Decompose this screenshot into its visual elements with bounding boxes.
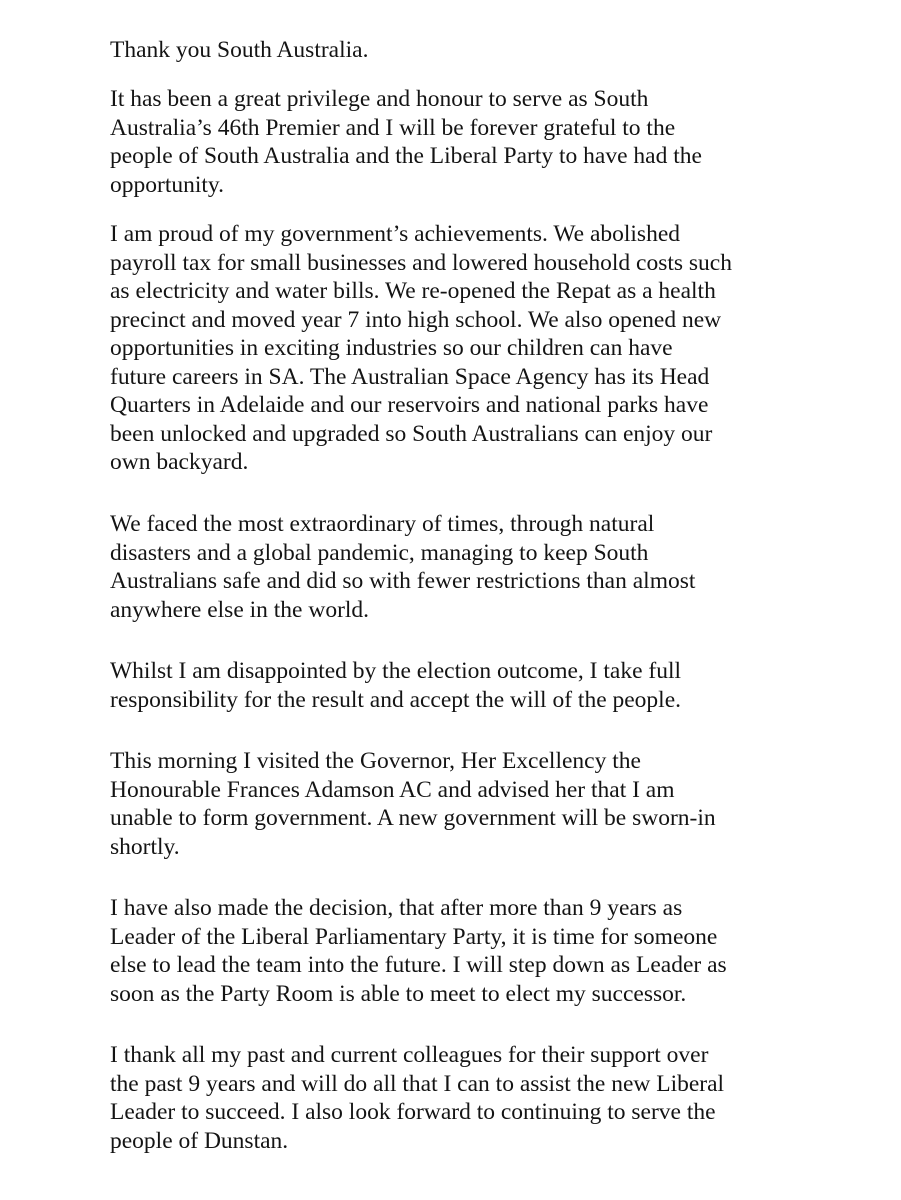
paragraph-2-line-7: Quarters in Adelaide and our reservoirs and national parks have xyxy=(110,392,709,418)
salutation: Thank you South Australia. xyxy=(110,37,369,63)
paragraph-5-line-2: Honourable Frances Adamson AC and advised her that I am xyxy=(110,777,675,803)
paragraph-3-line-4: anywhere else in the world. xyxy=(110,597,370,623)
paragraph-6-line-4: soon as the Party Room is able to meet to elect my successor. xyxy=(110,981,687,1007)
paragraph-7-line-1: I thank all my past and current colleagues for their support over xyxy=(110,1042,709,1068)
paragraph-2-line-6: future careers in SA. The Australian Space Agency has its Head xyxy=(110,364,710,390)
paragraph-4-line-2: responsibility for the result and accept the will of the people. xyxy=(110,687,682,713)
paragraph-1-line-4: opportunity. xyxy=(110,172,225,198)
paragraph-3-line-2: disasters and a global pandemic, managing to keep South xyxy=(110,540,649,566)
paragraph-5-line-1: This morning I visited the Governor, Her Excellency the xyxy=(110,748,641,774)
paragraph-6-line-1: I have also made the decision, that after more than 9 years as xyxy=(110,895,683,921)
paragraph-7-line-4: people of Dunstan. xyxy=(110,1128,289,1154)
paragraph-5-line-4: shortly. xyxy=(110,834,180,860)
paragraph-2-line-2: payroll tax for small businesses and lowered household costs such xyxy=(110,250,732,276)
paragraph-7-line-2: the past 9 years and will do all that I can to assist the new Liberal xyxy=(110,1071,725,1097)
paragraph-3-line-1: We faced the most extraordinary of times, through natural xyxy=(110,511,655,537)
paragraph-2-line-8: been unlocked and upgraded so South Australians can enjoy our xyxy=(110,421,713,447)
paragraph-4-line-1: Whilst I am disappointed by the election outcome, I take full xyxy=(110,658,682,684)
paragraph-1-line-2: Australia’s 46th Premier and I will be forever grateful to the xyxy=(110,115,676,141)
paragraph-1-line-3: people of South Australia and the Liberal Party to have had the xyxy=(110,143,702,169)
paragraph-7-line-3: Leader to succeed. I also look forward to continuing to serve the xyxy=(110,1099,716,1125)
paragraph-2-line-3: as electricity and water bills. We re-opened the Repat as a health xyxy=(110,278,716,304)
paragraph-2-line-9: own backyard. xyxy=(110,449,249,475)
paragraph-5-line-3: unable to form government. A new government will be sworn-in xyxy=(110,805,716,831)
paragraph-2-line-5: opportunities in exciting industries so our children can have xyxy=(110,335,673,361)
paragraph-2-line-4: precinct and moved year 7 into high school. We also opened new xyxy=(110,307,722,333)
paragraph-2-line-1: I am proud of my government’s achievements. We abolished xyxy=(110,221,681,247)
paragraph-6-line-2: Leader of the Liberal Parliamentary Party, it is time for someone xyxy=(110,924,718,950)
paragraph-3-line-3: Australians safe and did so with fewer restrictions than almost xyxy=(110,568,696,594)
paragraph-6-line-3: else to lead the team into the future. I will step down as Leader as xyxy=(110,952,727,978)
paragraph-1-line-1: It has been a great privilege and honour to serve as South xyxy=(110,86,649,112)
